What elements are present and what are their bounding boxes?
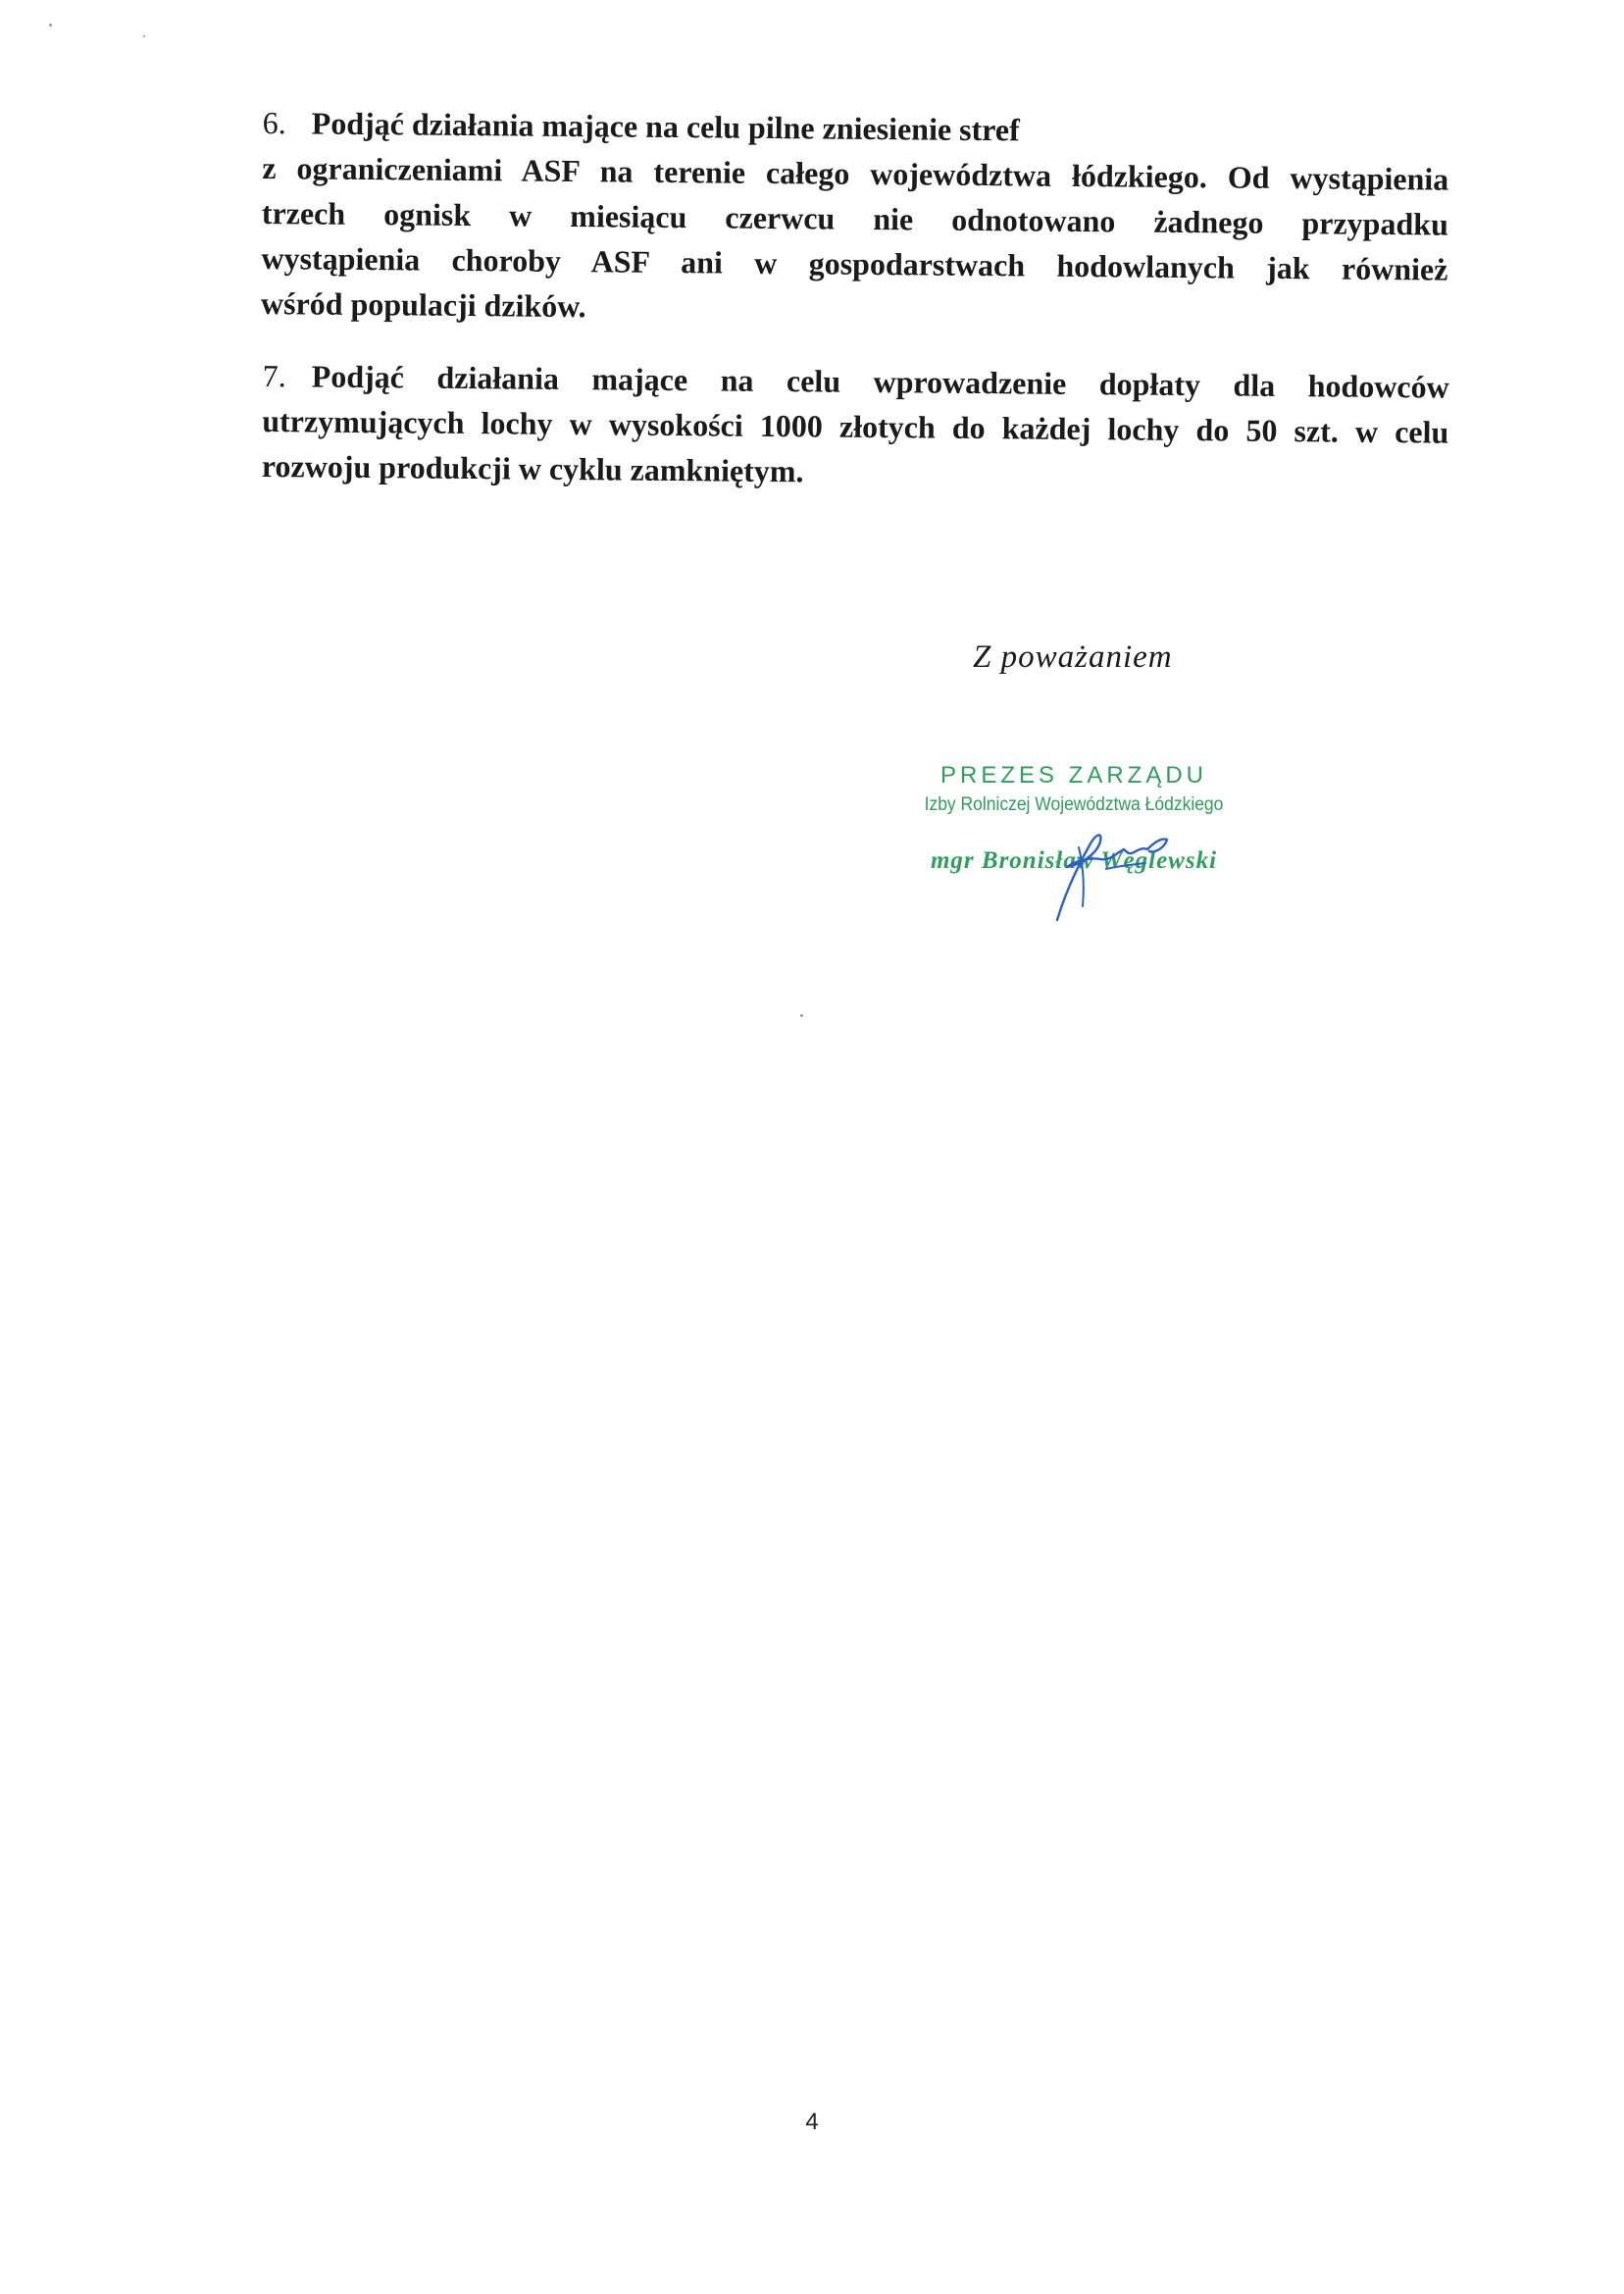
- list-item-text: [260, 100, 1449, 336]
- scan-speck: [143, 35, 145, 37]
- list-item-text: [261, 353, 1449, 499]
- stamp-name: mgr Bronisław Węglewski: [930, 847, 1218, 874]
- scan-speck: [49, 24, 52, 26]
- text-line: rozwoju produkcji w cyklu zamkniętym.: [261, 447, 804, 489]
- text-line: trzech ognisk w miesiącu czerwcu nie odnotowano żadnego przypadku: [261, 194, 1449, 242]
- scan-speck: [800, 1014, 803, 1017]
- text-line: Podjąć działania mające na celu pilne zniesienie stref: [311, 105, 1020, 148]
- closing-salutation: Z poważaniem: [973, 639, 1173, 675]
- text-line: wystąpienia choroby ASF ani w gospodarstwach hodowlanych jak również: [261, 239, 1448, 287]
- list-item-number: 6.: [262, 104, 286, 141]
- list-item-6: [260, 100, 1449, 325]
- text-line: wśród populacji dzików.: [260, 284, 586, 325]
- text-line: z ograniczeniami ASF na terenie całego województwa łódzkiego. Od wystąpienia: [262, 149, 1449, 197]
- handwritten-signature: [981, 804, 1177, 922]
- text-line: Podjąć działania mające na celu wprowadzenie dopłaty dla hodowców: [311, 358, 1449, 405]
- stamp-organization: Izby Rolniczej Województwa Łódzkiego: [924, 794, 1224, 815]
- stamp-title: PREZES ZARZĄDU: [939, 762, 1208, 789]
- text-line: utrzymujących lochy w wysokości 1000 złotych do każdej lochy do 50 szt. w celu: [262, 402, 1449, 450]
- page-number: 4: [805, 2109, 819, 2135]
- list-item-7: [261, 353, 1449, 489]
- list-item-number: 7.: [262, 357, 286, 394]
